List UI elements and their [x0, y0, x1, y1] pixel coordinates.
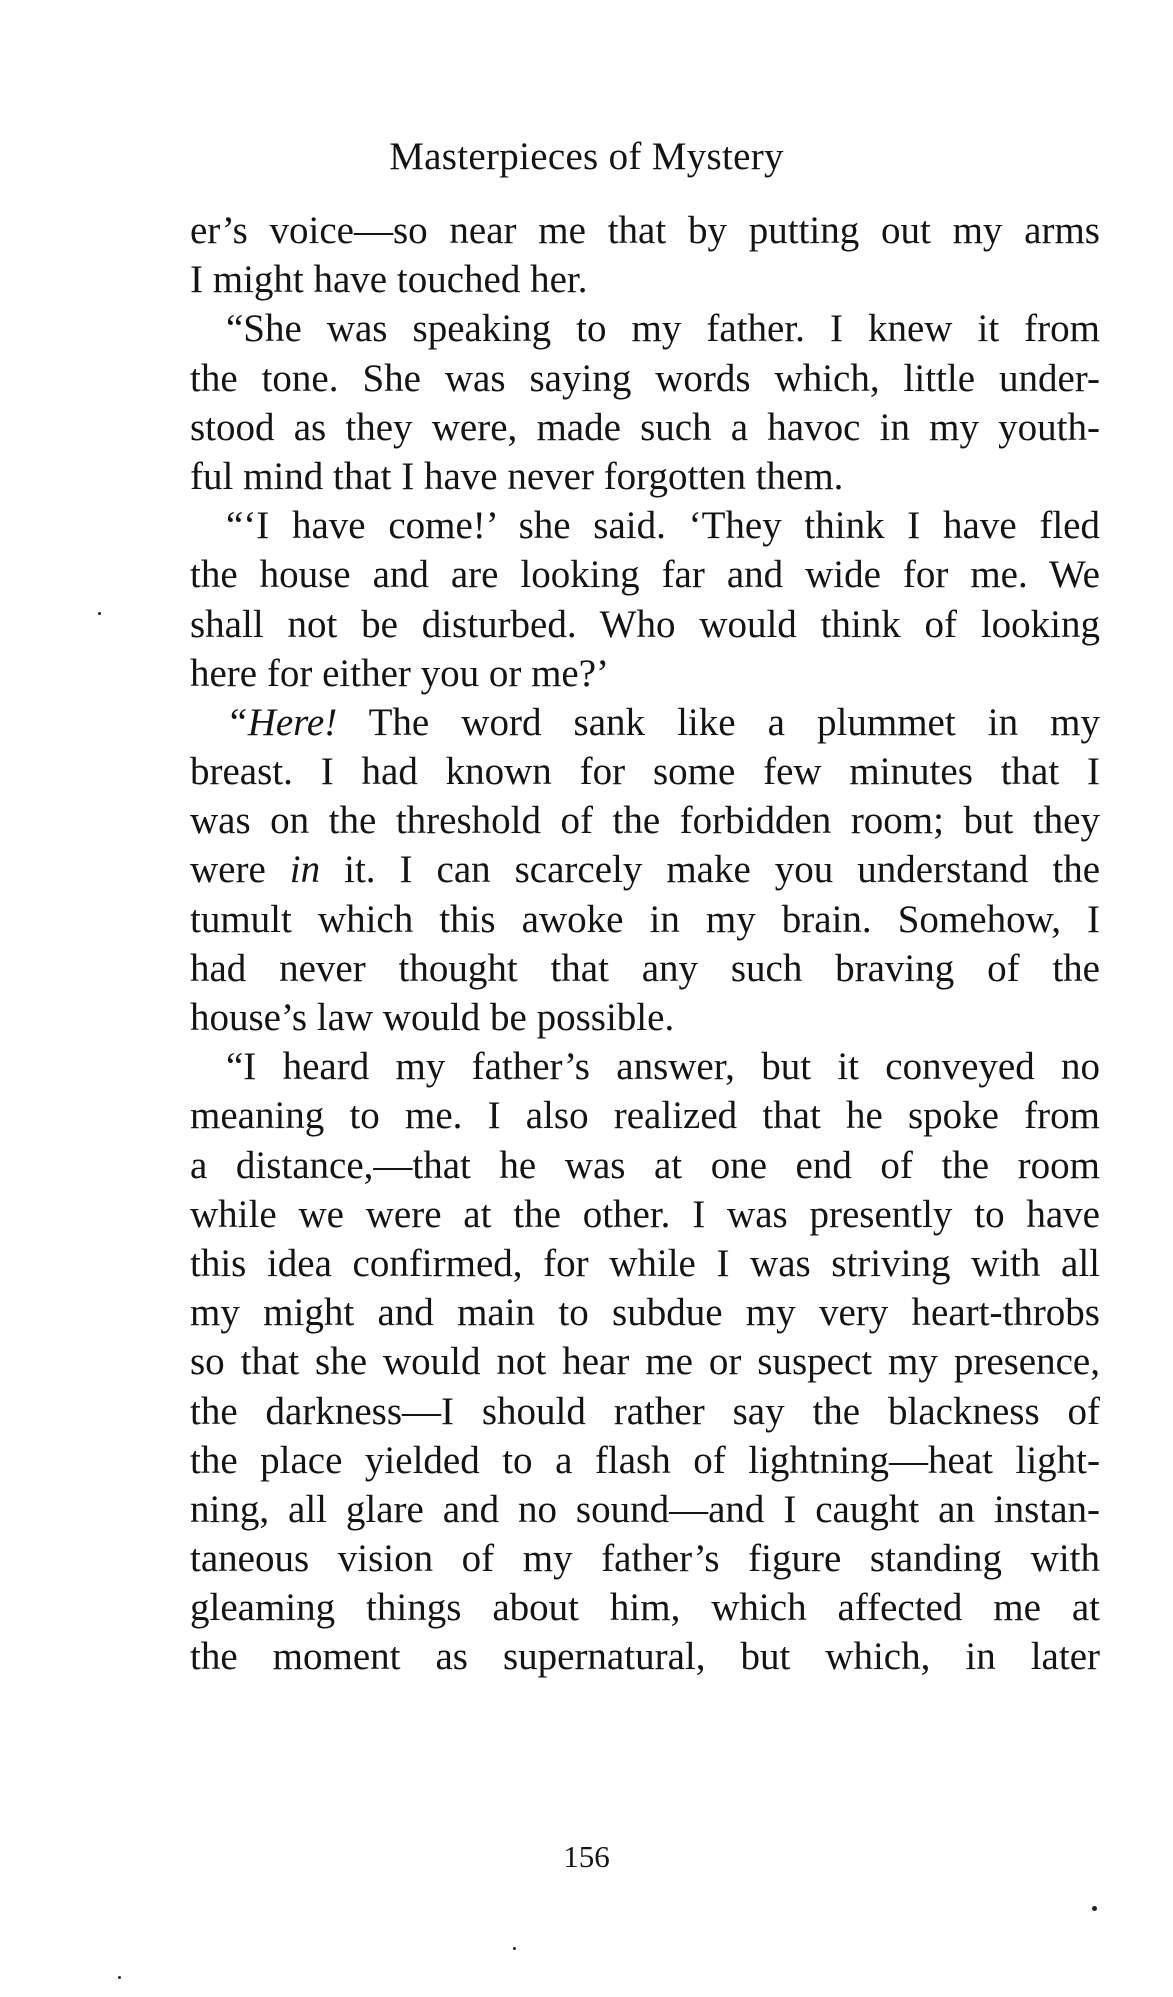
- text-line-12: breast. I had known for some few minutes that I: [190, 750, 1100, 794]
- text-line-7: “‘I have come!’ she said. ‘They think I have fled: [226, 504, 1100, 548]
- page-number: 156: [563, 1839, 610, 1874]
- text-line-16: had never thought that any such braving of the: [190, 946, 1100, 990]
- text-line-10: here for either you or me?’: [190, 651, 610, 695]
- scan-speck: [98, 612, 101, 615]
- text-line-30: the moment as supernatural, but which, in later: [190, 1635, 1100, 1679]
- text-line-28: taneous vision of my father’s figure standing with: [190, 1537, 1100, 1581]
- text-line-6: ful mind that I have never forgotten them.: [190, 454, 844, 498]
- text-line-14-rest: it. I can scarcely make you understand the: [344, 848, 1101, 892]
- text-line-20: a distance,—that he was at one end of the room: [190, 1143, 1100, 1187]
- text-line-29: gleaming things about him, which affected me at: [190, 1586, 1100, 1630]
- text-line-14: [190, 845, 1100, 894]
- text-line-3: “She was speaking to my father. I knew it from: [226, 307, 1100, 351]
- text-line-23: my might and main to subdue my very heart-throbs: [190, 1291, 1100, 1335]
- scan-speck: [1092, 1906, 1097, 1911]
- text-line-1: er’s voice—so near me that by putting out my arms: [190, 209, 1100, 252]
- text-line-4: the tone. She was saying words which, little under-: [190, 356, 1100, 400]
- text-line-11: [190, 698, 1100, 747]
- text-line-8: the house and are looking far and wide for me. We: [190, 553, 1100, 597]
- body-text: [190, 206, 1100, 1682]
- scan-speck: [513, 1947, 516, 1950]
- text-line-18: “I heard my father’s answer, but it conveyed no: [226, 1045, 1100, 1089]
- text-line-9: shall not be disturbed. Who would think of looking: [190, 602, 1100, 646]
- italic-in: in: [289, 848, 321, 892]
- text-line-15: tumult which this awoke in my brain. Somehow, I: [190, 897, 1100, 941]
- text-line-14-prefix: were: [190, 848, 266, 892]
- text-line-24: so that she would not hear me or suspect my presence,: [190, 1340, 1100, 1384]
- text-line-2: I might have touched her.: [190, 258, 588, 302]
- italic-here: “Here!: [226, 700, 338, 744]
- text-line-22: this idea confirmed, for while I was striving with all: [190, 1241, 1100, 1285]
- text-line-17: house’s law would be possible.: [190, 996, 675, 1039]
- text-line-13: was on the threshold of the forbidden room; but they: [190, 799, 1100, 843]
- text-line-27: ning, all glare and no sound—and I caught an instan-: [190, 1487, 1100, 1531]
- running-head: Masterpieces of Mystery: [389, 135, 784, 178]
- text-line-19: meaning to me. I also realized that he spoke from: [190, 1094, 1100, 1138]
- text-line-25: the darkness—I should rather say the blackness of: [190, 1389, 1100, 1433]
- text-line-5: stood as they were, made such a havoc in my youth-: [190, 405, 1100, 449]
- scan-speck: [118, 1976, 121, 1979]
- text-line-26: the place yielded to a flash of lightning—heat light-: [190, 1438, 1100, 1482]
- text-line-11-rest: The word sank like a plummet in my: [368, 700, 1100, 744]
- text-line-21: while we were at the other. I was presently to have: [190, 1192, 1100, 1236]
